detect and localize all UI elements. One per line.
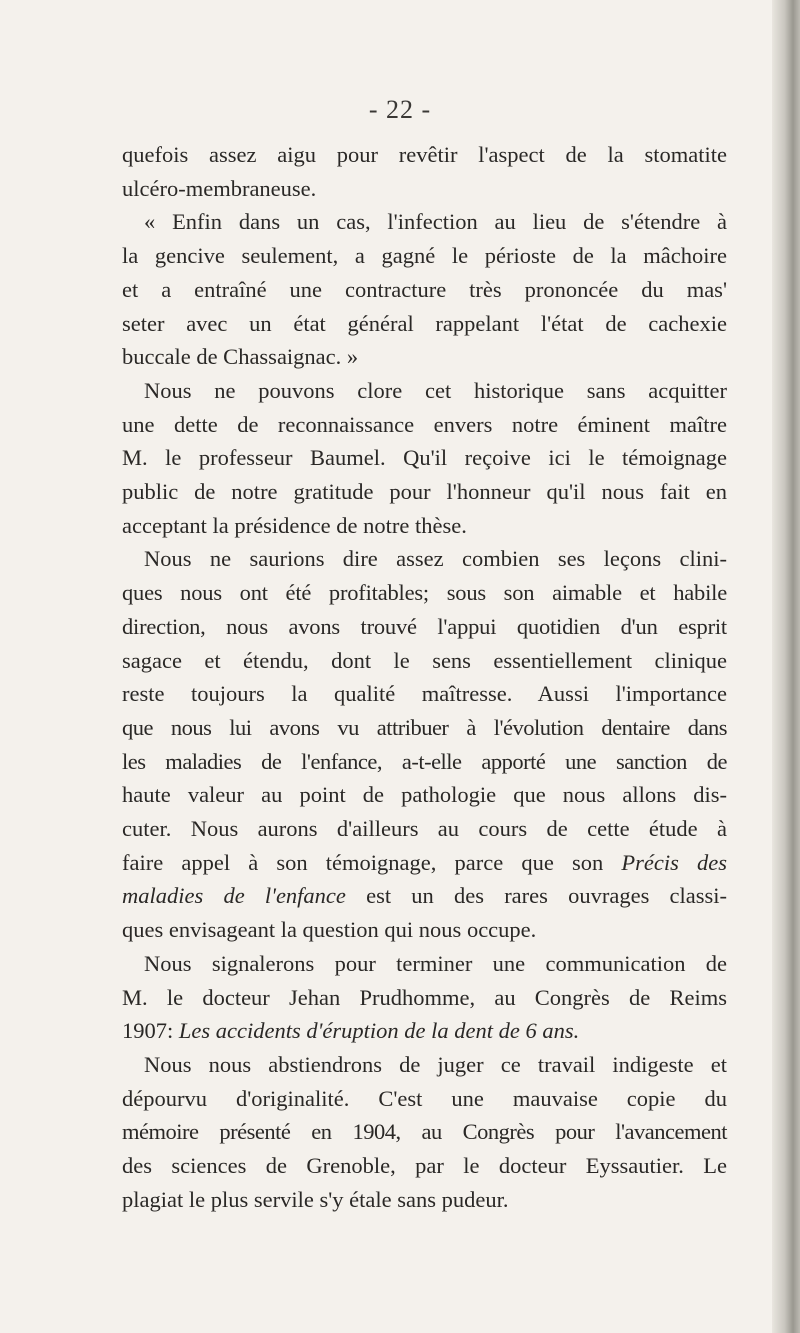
text-line: M. le docteur Jehan Prudhomme, au Congrès de Reims	[122, 984, 727, 1010]
text-segment: 1907:	[122, 1018, 174, 1044]
communication-title: Les accidents d'éruption de la dent de 6 ans.	[178, 1018, 580, 1044]
text-line: ques nous ont été profitables; sous son aimable et habile	[122, 580, 727, 606]
text-line	[122, 1014, 727, 1048]
text-line: public de notre gratitude pour l'honneur qu'il nous fait en	[122, 479, 727, 505]
text-line: mémoire présenté en 1904, au Congrès pour l'avancement	[122, 1119, 727, 1145]
text-line: et a entraîné une contracture très prononcée du mas'	[122, 276, 727, 302]
text-line: que nous lui avons vu attribuer à l'évolution dentaire dans	[122, 714, 727, 740]
body-text	[122, 138, 727, 1217]
page-number: - 22 -	[368, 95, 432, 124]
book-title-part: maladies de l'enfance	[122, 883, 346, 909]
text-segment: est un des rares ouvrages classi-	[366, 883, 727, 909]
text-segment: faire appel à son témoignage, parce que son	[122, 849, 604, 875]
text-line: Nous ne saurions dire assez combien ses leçons clini-	[144, 546, 727, 572]
text-line: quefois assez aigu pour revêtir l'aspect de la stomatite	[122, 142, 727, 167]
text-line	[122, 846, 727, 880]
text-line: la gencive seulement, a gagné le périoste de la mâchoire	[122, 243, 727, 269]
page-edge-shadow	[772, 0, 800, 1333]
text-line: ulcéro-membraneuse.	[122, 175, 317, 201]
text-line: direction, nous avons trouvé l'appui quotidien d'un esprit	[122, 613, 727, 639]
text-line: dépourvu d'originalité. C'est une mauvaise copie du	[122, 1085, 727, 1111]
text-line: Nous signalerons pour terminer une communication de	[144, 950, 727, 976]
text-line: buccale de Chassaignac. »	[122, 344, 359, 370]
text-line: ques envisageant la question qui nous occupe.	[122, 917, 537, 943]
text-line: haute valeur au point de pathologie que nous allons dis-	[122, 782, 727, 808]
text-line: une dette de reconnaissance envers notre éminent maître	[122, 411, 727, 437]
text-line: Nous nous abstiendrons de juger ce travail indigeste et	[144, 1051, 727, 1077]
text-line: M. le professeur Baumel. Qu'il reçoive ici le témoignage	[122, 445, 727, 471]
text-line: des sciences de Grenoble, par le docteur Eyssautier. Le	[122, 1153, 727, 1179]
text-line	[122, 879, 727, 913]
text-line: Nous ne pouvons clore cet historique sans acquitter	[144, 377, 727, 403]
text-line: cuter. Nous aurons d'ailleurs au cours de cette étude à	[122, 816, 727, 842]
text-line: seter avec un état général rappelant l'état de cachexie	[122, 310, 727, 336]
text-line: reste toujours la qualité maîtresse. Aussi l'importance	[122, 681, 727, 707]
book-title-part: Précis des	[621, 849, 728, 875]
text-line: sagace et étendu, dont le sens essentiellement clinique	[122, 647, 727, 673]
text-line: « Enfin dans un cas, l'infection au lieu de s'étendre à	[144, 209, 727, 235]
text-line: les maladies de l'enfance, a-t-elle apporté une sanction de	[122, 748, 727, 774]
text-line: plagiat le plus servile s'y étale sans pudeur.	[122, 1186, 509, 1212]
text-line: acceptant la présidence de notre thèse.	[122, 512, 467, 538]
